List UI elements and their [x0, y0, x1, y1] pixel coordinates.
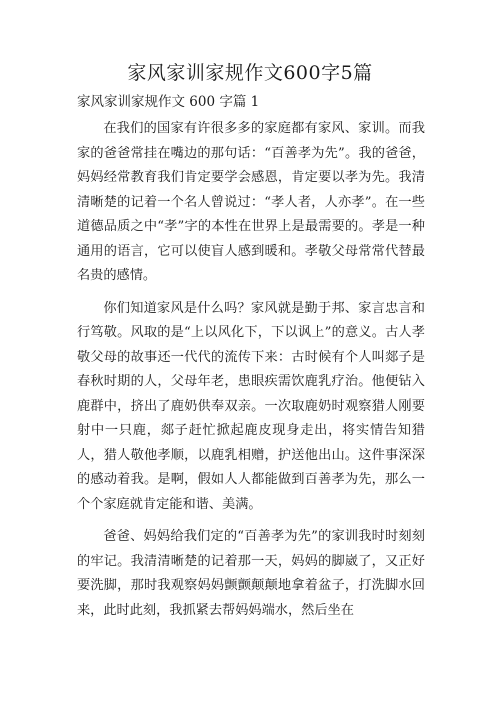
body-text: [77, 117, 425, 631]
section-heading: 家风家训家规作文 600 字篇 1: [77, 94, 260, 110]
paragraph-1: 在我们的国家有许很多多的家庭都有家风、家训。而我家的爸爸常挂在嘴边的那句话：“百善孝为先”。我的爸爸，妈妈经常教育我们肯定要学会感恩，肯定要以孝为先。我清清晰楚的记着一个名人曾说过：“孝人者，人亦孝”。在一些道德品质之中“孝”字的本性在世界上是最需要的。孝是一种通用的语言，它可以使盲人感到暖和。孝敬父母常常代替最名贵的感情。: [77, 121, 425, 283]
document-title: 家风家训家规作文600字5篇: [127, 62, 373, 84]
paragraph-3: 爸爸、妈妈给我们定的“百善孝为先”的家训我时时刻刻的牢记。我清清晰楚的记着那一天，妈妈的脚崴了，又正好要洗脚，那时我观察妈妈颤颤颠颠地拿着盆子，打洗脚水回来，此时此刻，我抓紧去帮妈妈端水，然后坐在: [77, 529, 425, 618]
paragraph-2: 你们知道家风是什么吗？家风就是勤于邦、家言忠言和行笃敬。风取的是“上以风化下，下以讽上”的意义。古人孝敬父母的故事还一代代的流传下来：古时候有个人叫郯子是春秋时期的人，父母年老，患眼疾需饮鹿乳疗治。他便钻入鹿群中，挤出了鹿奶供奉双亲。一次取鹿奶时观察猎人刚要射中一只鹿，郯子赶忙掀起鹿皮现身走出，将实情告知猎人，猎人敬他孝顺，以鹿乳相赠，护送他出山。这件事深深的感动着我。是啊，假如人人都能做到百善孝为先，那么一个个家庭就肯定能和谐、美满。: [77, 300, 425, 512]
